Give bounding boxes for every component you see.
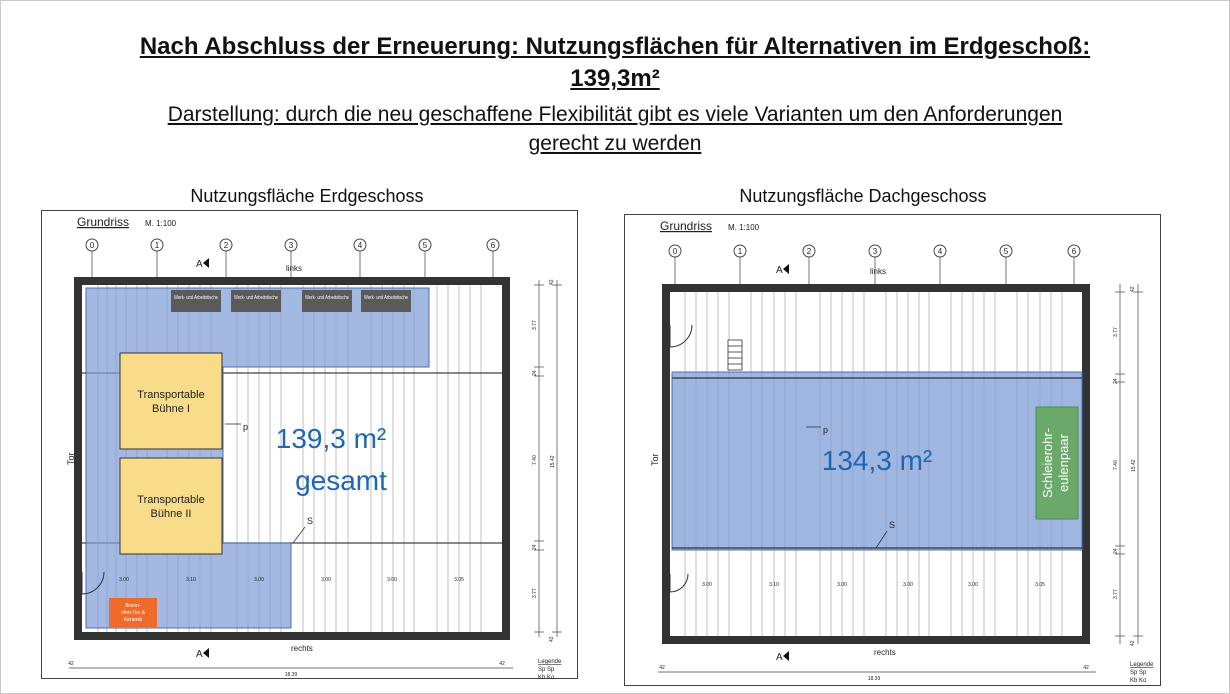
subtitle-line1: Darstellung: durch die neu geschaffene Flexibilität gibt es viele Varianten um den Anforderungen — [167, 103, 1063, 126]
bay-dim: 3.00 — [968, 582, 978, 588]
area-total-label: 139,3 m² — [275, 423, 387, 454]
bay-dim: 3.10 — [769, 582, 779, 588]
area-total-sublabel: gesamt — [295, 465, 387, 496]
side-dim: 3.77 — [1113, 327, 1119, 337]
label-top: links — [286, 264, 303, 273]
bay-dim: 3.05 — [454, 577, 464, 583]
owl-line1: Schleierohr- — [1040, 427, 1055, 499]
bay-dim: 3.00 — [321, 577, 331, 583]
slide-title-line2: 139,3m² — [570, 65, 660, 92]
plan-scale: M. 1:100 — [145, 219, 177, 228]
side-dim: 42 — [1130, 640, 1136, 646]
stage2-line1: Transportable — [137, 494, 205, 506]
side-dim: 3.77 — [532, 320, 538, 330]
workbench-label: Werk- und Arbeitstische — [234, 295, 279, 301]
legend-title: Legende — [1130, 662, 1154, 668]
letter-s: S — [307, 516, 314, 526]
area-attic-label: 134,3 m² — [821, 445, 933, 476]
side-dim-total: 15.42 — [1131, 459, 1137, 472]
legend-row1: Sp Sp — [538, 667, 555, 673]
bay-dim: 3.00 — [702, 582, 712, 588]
axis-label-1: 1 — [154, 241, 160, 250]
stage1-line1: Transportable — [137, 389, 205, 401]
side-dim: 7.40 — [532, 455, 538, 465]
axis-label-2: 2 — [806, 247, 812, 256]
letter-s: S — [889, 520, 896, 530]
side-dim: 24 — [532, 544, 538, 550]
side-dim: 3.77 — [532, 588, 538, 598]
side-dim: 7.40 — [1113, 460, 1119, 470]
caption-ground-floor: Nutzungsfläche Erdgeschoss — [190, 186, 424, 206]
axis-label-1: 1 — [737, 247, 743, 256]
axis-label-5: 5 — [422, 241, 428, 250]
transportable-stage-2 — [120, 458, 222, 554]
axis-label-6: 6 — [490, 241, 496, 250]
bottom-dim-total: 18.39 — [867, 676, 881, 682]
section-marker-bottom: A — [776, 652, 783, 663]
axis-label-2: 2 — [223, 241, 229, 250]
section-marker-top: A — [196, 259, 203, 270]
section-marker-top: A — [776, 265, 783, 276]
plan-scale: M. 1:100 — [728, 223, 760, 232]
axis-label-3: 3 — [288, 241, 294, 250]
side-dim-total: 15.42 — [550, 455, 556, 468]
kiln-line2: ofen-Ton & — [120, 610, 146, 616]
label-bottom: rechts — [874, 648, 896, 657]
legend-row2: Kb Ko — [538, 675, 555, 681]
workbench-4 — [361, 290, 411, 312]
plan-heading: Grundriss — [660, 219, 713, 233]
bay-dim: 3.00 — [903, 582, 913, 588]
side-dim: 24 — [1113, 378, 1119, 384]
workbench-3 — [302, 290, 352, 312]
floorplan-attic — [624, 214, 1162, 687]
workbench-label: Werk- und Arbeitstische — [364, 295, 409, 301]
axis-label-4: 4 — [357, 241, 363, 250]
bottom-dim-total: 18.39 — [284, 672, 298, 678]
stage2-line2: Bühne II — [150, 508, 192, 520]
side-dim: 24 — [1113, 548, 1119, 554]
workbench-2 — [231, 290, 281, 312]
bay-dim: 3.00 — [837, 582, 847, 588]
stair — [728, 340, 742, 370]
kiln-line1: Brenn- — [125, 603, 141, 609]
label-top: links — [870, 267, 887, 276]
bay-dim: 3.00 — [254, 577, 264, 583]
axis-label-4: 4 — [937, 247, 943, 256]
workbench-label: Werk- und Arbeitstische — [174, 295, 219, 301]
label-side: Tor — [66, 452, 76, 465]
workbench-1 — [171, 290, 221, 312]
workbench-label: Werk- und Arbeitstische — [305, 295, 350, 301]
legend-row1: Sp Sp — [1130, 670, 1147, 676]
kiln-line3: Keramik — [123, 617, 143, 623]
label-bottom: rechts — [291, 644, 313, 653]
side-dim: 24 — [532, 370, 538, 376]
floorplan-ground-floor — [41, 210, 579, 680]
axis-label-5: 5 — [1003, 247, 1009, 256]
owl-line2: eulenpaar — [1056, 434, 1071, 492]
side-dim: 42 — [549, 636, 555, 642]
section-marker-bottom: A — [196, 649, 203, 660]
legend-row2: Kb Ko — [1130, 678, 1147, 684]
slide-title-line1: Nach Abschluss der Erneuerung: Nutzungsflächen für Alternativen im Erdgeschoß: — [139, 33, 1091, 60]
side-dim: 3.77 — [1113, 589, 1119, 599]
bottom-dim: 42 — [499, 661, 505, 667]
axis-label-0: 0 — [672, 247, 678, 256]
subtitle-line2: gerecht zu werden — [528, 132, 702, 155]
bottom-dim: 42 — [1083, 665, 1089, 671]
legend-title: Legende — [538, 659, 562, 665]
axis-label-6: 6 — [1071, 247, 1077, 256]
bay-dim: 3.00 — [119, 577, 129, 583]
stage1-line2: Bühne I — [152, 403, 190, 415]
bottom-dim: 42 — [659, 665, 665, 671]
plan-heading: Grundriss — [77, 215, 130, 229]
side-dim: 42 — [549, 279, 555, 285]
axis-label-0: 0 — [89, 241, 95, 250]
bay-dim: 3.10 — [186, 577, 196, 583]
legend-ground-floor — [536, 655, 578, 683]
bottom-dim: 42 — [68, 661, 74, 667]
side-dim: 42 — [1130, 286, 1136, 292]
letter-p: p — [823, 425, 829, 435]
bay-dim: 3.00 — [387, 577, 397, 583]
bay-dim: 3.05 — [1035, 582, 1045, 588]
letter-p: p — [243, 422, 249, 432]
label-side: Tor — [650, 453, 660, 466]
axis-label-3: 3 — [872, 247, 878, 256]
transportable-stage-1 — [120, 353, 222, 449]
caption-attic: Nutzungsfläche Dachgeschoss — [739, 186, 987, 206]
slide-subtitle — [60, 100, 1170, 158]
